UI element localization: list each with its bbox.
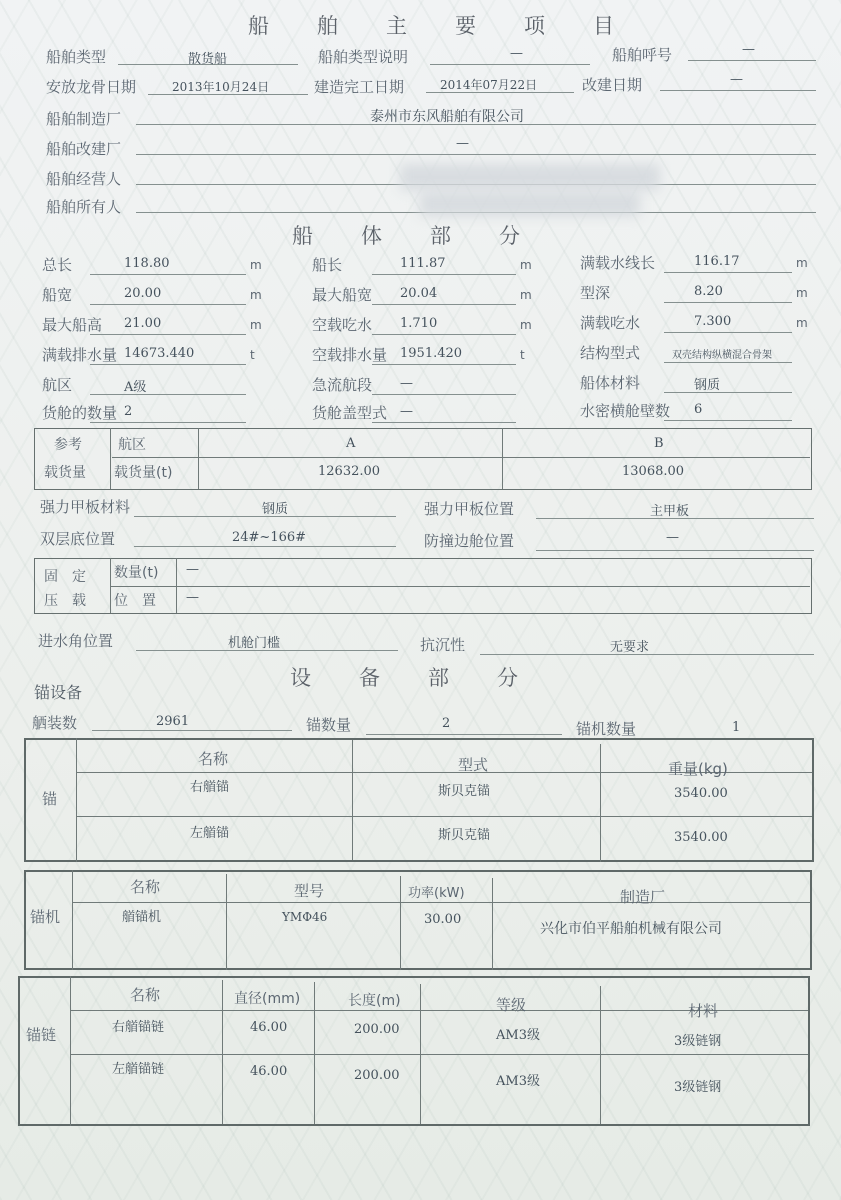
ballast-qty-value: — bbox=[186, 562, 199, 577]
rebuilder-label: 船舶改建厂 bbox=[46, 140, 122, 158]
hull-value: 21.00 bbox=[124, 316, 162, 331]
page-title: 船 舶 主 要 项 目 bbox=[248, 14, 616, 38]
cargo-area-label: 航区 bbox=[118, 437, 146, 453]
hull-unit: m bbox=[796, 256, 808, 270]
hull-value: 7.300 bbox=[694, 314, 732, 329]
redacted-owner bbox=[420, 192, 640, 216]
hull-unit: m bbox=[250, 258, 262, 272]
chain-row-1-name: 右艏锚链 bbox=[112, 1020, 165, 1035]
windlass-row-1-power: 30.00 bbox=[424, 912, 462, 927]
chain-side-label: 锚链 bbox=[26, 1026, 57, 1044]
anchor-header-name: 名称 bbox=[198, 750, 229, 768]
anchor-row-2-name: 左艏锚 bbox=[190, 826, 230, 841]
hull-label: 航区 bbox=[42, 376, 73, 394]
builder-value: 泰州市东风船舶有限公司 bbox=[370, 109, 524, 125]
windlass-count-value: 1 bbox=[732, 720, 741, 735]
hull-value: 1.710 bbox=[400, 316, 438, 331]
hull-unit: m bbox=[796, 286, 808, 300]
windlass-header-name: 名称 bbox=[130, 878, 161, 896]
hull-value: A级 bbox=[124, 380, 147, 395]
hull-value: — bbox=[400, 404, 413, 419]
builder-label: 船舶制造厂 bbox=[46, 110, 122, 128]
hull-value: 1951.420 bbox=[400, 346, 463, 361]
anchor-row-2-weight: 3540.00 bbox=[674, 830, 728, 845]
type-desc-value: — bbox=[510, 46, 523, 61]
deck-material-label: 强力甲板材料 bbox=[40, 498, 131, 516]
deck-position-value: 主甲板 bbox=[650, 504, 690, 519]
windlass-row-1-maker: 兴化市伯平船舶机械有限公司 bbox=[540, 921, 722, 937]
hull-value: 2 bbox=[124, 404, 133, 419]
hull-value: 双壳结构纵横混合骨架 bbox=[672, 350, 772, 361]
hull-label: 空载排水量 bbox=[312, 346, 388, 364]
chain-row-1-material: 3级链钢 bbox=[674, 1034, 722, 1049]
chain-row-2-grade: AM3级 bbox=[496, 1074, 540, 1089]
owner-label: 船舶所有人 bbox=[46, 198, 122, 216]
ship-type-label: 船舶类型 bbox=[46, 48, 107, 66]
completion-label: 建造完工日期 bbox=[314, 78, 405, 96]
hull-section-title: 船 体 部 分 bbox=[292, 224, 522, 248]
chain-row-1-grade: AM3级 bbox=[496, 1028, 540, 1043]
chain-row-2-diameter: 46.00 bbox=[250, 1064, 288, 1079]
anchor-row-1-name: 右艏锚 bbox=[190, 780, 230, 795]
anchor-row-1-type: 斯贝克锚 bbox=[438, 784, 491, 799]
windlass-row-1-name: 艏锚机 bbox=[122, 910, 162, 925]
double-bottom-label: 双层底位置 bbox=[40, 530, 116, 548]
deck-position-label: 强力甲板位置 bbox=[424, 500, 515, 518]
outfit-label: 舾装数 bbox=[32, 714, 78, 732]
keel-date-label: 安放龙骨日期 bbox=[46, 78, 137, 96]
chain-row-2-length: 200.00 bbox=[354, 1068, 400, 1083]
ship-type-value: 散货船 bbox=[188, 52, 228, 67]
hull-unit: t bbox=[250, 348, 255, 362]
hull-label: 最大船宽 bbox=[312, 286, 373, 304]
anchor-count-label: 锚数量 bbox=[306, 716, 352, 734]
redacted-operator bbox=[400, 164, 660, 190]
hull-value: 8.20 bbox=[694, 284, 723, 299]
ballast-pos-label: 位 置 bbox=[114, 593, 156, 609]
hull-value: 钢质 bbox=[694, 378, 721, 393]
hull-unit: m bbox=[796, 316, 808, 330]
hull-unit: m bbox=[250, 318, 262, 332]
keel-date-value: 2013年10月24日 bbox=[172, 80, 270, 94]
hull-label: 满载吃水 bbox=[580, 314, 641, 332]
hull-label: 船长 bbox=[312, 256, 343, 274]
equipment-section-title: 设 备 部 分 bbox=[290, 666, 520, 690]
call-sign-value: — bbox=[742, 42, 755, 57]
anchor-header-weight: 重量(kg) bbox=[668, 760, 728, 778]
hull-label: 急流航段 bbox=[312, 376, 373, 394]
anchor-header-type: 型式 bbox=[458, 756, 489, 774]
chain-row-2-material: 3级链钢 bbox=[674, 1080, 722, 1095]
hull-label: 船宽 bbox=[42, 286, 73, 304]
flood-label: 进水角位置 bbox=[38, 632, 114, 650]
hull-value: 20.00 bbox=[124, 286, 162, 301]
outfit-value: 2961 bbox=[156, 714, 190, 729]
cargo-col-a: A bbox=[346, 436, 356, 451]
fender-label: 防撞边舱位置 bbox=[424, 532, 515, 550]
hull-value: 118.80 bbox=[124, 256, 170, 271]
chain-header-name: 名称 bbox=[130, 986, 161, 1004]
operator-label: 船舶经营人 bbox=[46, 170, 122, 188]
hull-value: 6 bbox=[694, 402, 703, 417]
hull-label: 结构型式 bbox=[580, 344, 641, 362]
chain-header-material: 材料 bbox=[688, 1002, 719, 1020]
chain-header-grade: 等级 bbox=[496, 996, 527, 1014]
windlass-count-label: 锚机数量 bbox=[576, 720, 637, 738]
ballast-qty-label: 数量(t) bbox=[114, 565, 159, 581]
anchor-row-1-weight: 3540.00 bbox=[674, 786, 728, 801]
ballast-label-2: 压 载 bbox=[44, 593, 86, 609]
hull-label: 空载吃水 bbox=[312, 316, 373, 334]
completion-value: 2014年07月22日 bbox=[440, 78, 538, 92]
deck-material-value: 钢质 bbox=[262, 502, 289, 517]
chain-row-2-name: 左艏锚链 bbox=[112, 1062, 165, 1077]
hull-unit: m bbox=[520, 288, 532, 302]
hull-label: 满载水线长 bbox=[580, 254, 656, 272]
rebuild-date-value: — bbox=[730, 72, 743, 87]
windlass-header-power: 功率(kW) bbox=[408, 886, 465, 901]
fender-value: — bbox=[666, 530, 679, 545]
ballast-label-1: 固 定 bbox=[44, 569, 86, 585]
double-bottom-value: 24#~166# bbox=[232, 530, 307, 545]
hull-value: — bbox=[400, 376, 413, 391]
hull-unit: m bbox=[520, 258, 532, 272]
hull-value: 116.17 bbox=[694, 254, 740, 269]
cargo-ref-label-1: 参考 bbox=[54, 437, 82, 453]
type-desc-label: 船舶类型说明 bbox=[318, 48, 409, 66]
anchor-row-2-type: 斯贝克锚 bbox=[438, 828, 491, 843]
hull-label: 水密横舱壁数 bbox=[580, 402, 671, 420]
windlass-side-label: 锚机 bbox=[30, 908, 61, 926]
cargo-col-b: B bbox=[654, 436, 664, 451]
ballast-pos-value: — bbox=[186, 590, 199, 605]
chain-header-diameter: 直径(mm) bbox=[234, 991, 301, 1007]
hull-label: 总长 bbox=[42, 256, 73, 274]
hull-label: 型深 bbox=[580, 284, 611, 302]
cargo-cap-label: 载货量(t) bbox=[114, 465, 173, 481]
hull-label: 货舱盖型式 bbox=[312, 404, 388, 422]
cargo-val-a: 12632.00 bbox=[318, 464, 381, 479]
chain-row-1-diameter: 46.00 bbox=[250, 1020, 288, 1035]
hull-label: 最大船高 bbox=[42, 316, 103, 334]
hull-value: 14673.440 bbox=[124, 346, 195, 361]
anchor-side-label: 锚 bbox=[42, 790, 58, 808]
windlass-header-model: 型号 bbox=[294, 882, 325, 900]
call-sign-label: 船舶呼号 bbox=[612, 46, 673, 64]
rebuild-date-label: 改建日期 bbox=[582, 76, 643, 94]
anchor-count-value: 2 bbox=[442, 716, 451, 731]
windlass-row-1-model: YMΦ46 bbox=[282, 910, 328, 924]
hull-label: 满载排水量 bbox=[42, 346, 118, 364]
hull-unit: m bbox=[250, 288, 262, 302]
hull-unit: t bbox=[520, 348, 525, 362]
hull-value: 20.04 bbox=[400, 286, 438, 301]
flood-value: 机舱门槛 bbox=[228, 636, 281, 651]
cargo-val-b: 13068.00 bbox=[622, 464, 685, 479]
rebuilder-value: — bbox=[456, 136, 469, 151]
hull-label: 货舱的数量 bbox=[42, 404, 118, 422]
chain-row-1-length: 200.00 bbox=[354, 1022, 400, 1037]
unsinkable-label: 抗沉性 bbox=[420, 636, 466, 654]
hull-unit: m bbox=[520, 318, 532, 332]
unsinkable-value: 无要求 bbox=[610, 640, 650, 655]
windlass-header-maker: 制造厂 bbox=[620, 888, 666, 906]
hull-value: 111.87 bbox=[400, 256, 446, 271]
hull-label: 船体材料 bbox=[580, 374, 641, 392]
chain-header-length: 长度(m) bbox=[348, 993, 401, 1009]
cargo-ref-label-2: 载货量 bbox=[44, 465, 86, 481]
anchor-equipment-label: 锚设备 bbox=[34, 683, 83, 702]
